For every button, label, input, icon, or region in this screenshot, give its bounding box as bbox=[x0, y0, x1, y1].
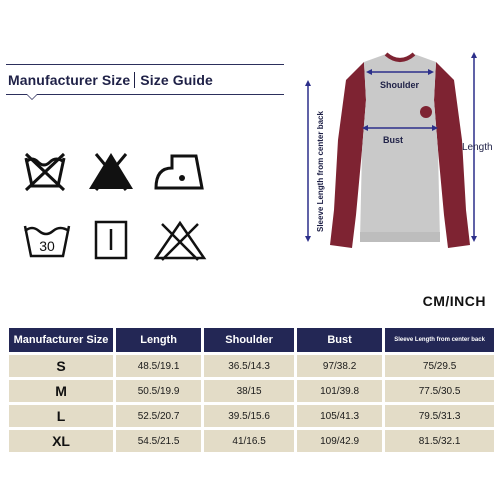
bust-cell: 101/39.8 bbox=[297, 380, 382, 402]
bust-cell: 105/41.3 bbox=[297, 405, 382, 427]
length-cell: 52.5/20.7 bbox=[116, 405, 201, 427]
shoulder-cell: 38/15 bbox=[204, 380, 294, 402]
table-row bbox=[9, 405, 494, 427]
length-label: Length bbox=[462, 142, 493, 153]
header-title-manufacturer-size: Manufacturer Size bbox=[8, 72, 131, 88]
size-cell: L bbox=[9, 405, 113, 427]
size-cell: S bbox=[9, 355, 113, 377]
header-top-rule bbox=[6, 64, 284, 65]
size-cell: M bbox=[9, 380, 113, 402]
length-cell: 50.5/19.9 bbox=[116, 380, 201, 402]
sleeve-length-label: Sleeve Length from center back bbox=[316, 111, 325, 232]
col-header-sleeve-length: Sleeve Length from center back bbox=[385, 328, 494, 352]
length-cell: 54.5/21.5 bbox=[116, 430, 201, 452]
do-not-bleach-icon bbox=[152, 220, 208, 262]
table-row bbox=[9, 430, 494, 452]
shoulder-label: Shoulder bbox=[380, 80, 420, 90]
sleeve-cell: 79.5/31.3 bbox=[385, 405, 494, 427]
col-header-bust: Bust bbox=[297, 328, 382, 352]
bust-label: Bust bbox=[383, 135, 403, 145]
shoulder-cell: 41/16.5 bbox=[204, 430, 294, 452]
sleeve-cell: 77.5/30.5 bbox=[385, 380, 494, 402]
header-title-size-guide: Size Guide bbox=[140, 72, 213, 88]
col-header-shoulder: Shoulder bbox=[204, 328, 294, 352]
bust-cell: 109/42.9 bbox=[297, 430, 382, 452]
tumble-dry-icon bbox=[94, 220, 128, 260]
col-header-length: Length bbox=[116, 328, 201, 352]
size-cell: XL bbox=[9, 430, 113, 452]
iron-low-icon bbox=[152, 150, 208, 192]
units-label: CM/INCH bbox=[422, 293, 486, 309]
header-divider bbox=[134, 72, 135, 88]
shoulder-cell: 39.5/15.6 bbox=[204, 405, 294, 427]
length-cell: 48.5/19.1 bbox=[116, 355, 201, 377]
header-bottom-rule bbox=[6, 94, 284, 95]
sleeve-cell: 81.5/32.1 bbox=[385, 430, 494, 452]
wash-30-icon bbox=[22, 222, 72, 260]
sleeve-cell: 75/29.5 bbox=[385, 355, 494, 377]
table-row bbox=[9, 355, 494, 377]
size-chart-table bbox=[6, 325, 497, 455]
logo-patch-icon bbox=[420, 106, 432, 118]
bleach-icon bbox=[86, 150, 136, 192]
table-row bbox=[9, 380, 494, 402]
wash-temperature-label: 30 bbox=[39, 238, 55, 254]
header-title bbox=[8, 72, 213, 88]
do-not-wash-icon bbox=[22, 150, 68, 192]
col-header-manufacturer-size: Manufacturer Size bbox=[9, 328, 113, 352]
bust-cell: 97/38.2 bbox=[297, 355, 382, 377]
shoulder-cell: 36.5/14.3 bbox=[204, 355, 294, 377]
table-header-row bbox=[9, 328, 494, 352]
